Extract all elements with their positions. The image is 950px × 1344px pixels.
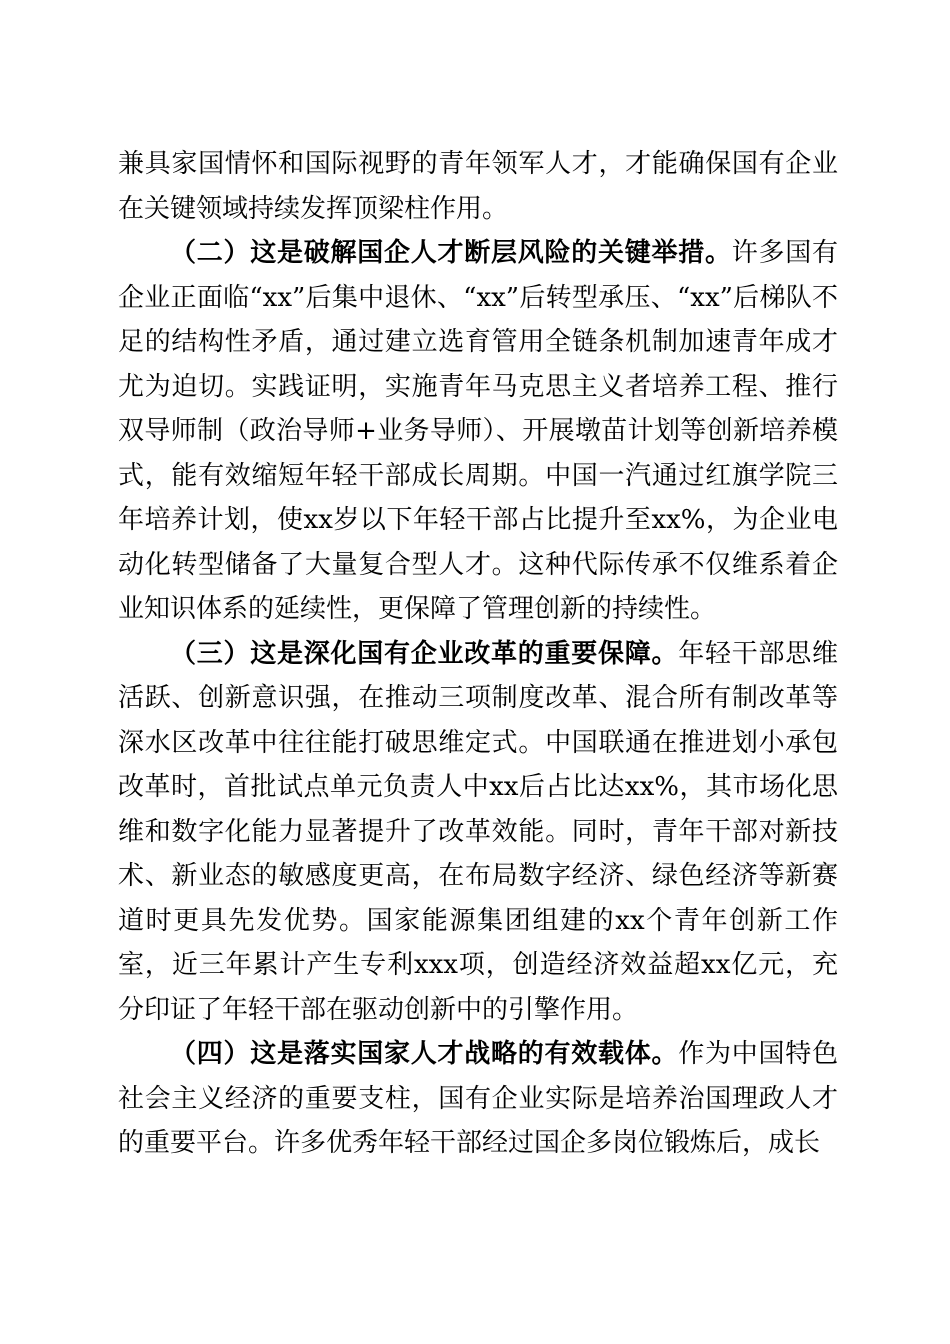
- section-heading: （三）这是深化国有企业改革的重要保障。: [170, 638, 679, 669]
- paragraph-section-4: [118, 1032, 838, 1166]
- paragraph-body: 年轻干部思维活跃、创新意识强，在推动三项制度改革、混合所有制改革等深水区改革中往往能打破思维定式。中国联通在推进划小承包改革时，首批试点单元负责人中xx后占比达xx%，其市场化思维和数字化能力显著提升了改革效能。同时，青年干部对新技术、新业态的敏感度更高，在布局数字经济、绿色经济等新赛道时更具先发优势。国家能源集团组建的xx个青年创新工作室，近三年累计产生专利xxx项，创造经济效益超xx亿元，充分印证了年轻干部在驱动创新中的引擎作用。: [118, 638, 838, 1025]
- section-heading: （四）这是落实国家人才战略的有效载体。: [170, 1039, 679, 1069]
- paragraph-body: 兼具家国情怀和国际视野的青年领军人才，才能确保国有企业在关键领域持续发挥顶梁柱作用。: [118, 149, 838, 224]
- paragraph-body: 许多国有企业正面临“xx”后集中退休、“xx”后转型承压、“xx”后梯队不足的结构性矛盾，通过建立选育管用全链条机制加速青年成才尤为迫切。实践证明，实施青年马克思主义者培养工程、推行双导师制（政治导师+业务导师）、开展墩苗计划等创新培养模式，能有效缩短年轻干部成长周期。中国一汽通过红旗学院三年培养计划，使xx岁以下年轻干部占比提升至xx%，为企业电动化转型储备了大量复合型人才。这种代际传承不仅维系着企业知识体系的延续性，更保障了管理创新的持续性。: [118, 238, 838, 624]
- document-body: [118, 142, 838, 1166]
- paragraph-body: 作为中国特色社会主义经济的重要支柱，国有企业实际是培养治国理政人才的重要平台。许多优秀年轻干部经过国企多岗位锻炼后，成长: [118, 1039, 838, 1158]
- paragraph-section-3: [118, 632, 838, 1033]
- section-heading: （二）这是破解国企人才断层风险的关键举措。: [170, 238, 732, 268]
- paragraph-section-2: [118, 231, 838, 632]
- paragraph-continuation: [118, 142, 838, 231]
